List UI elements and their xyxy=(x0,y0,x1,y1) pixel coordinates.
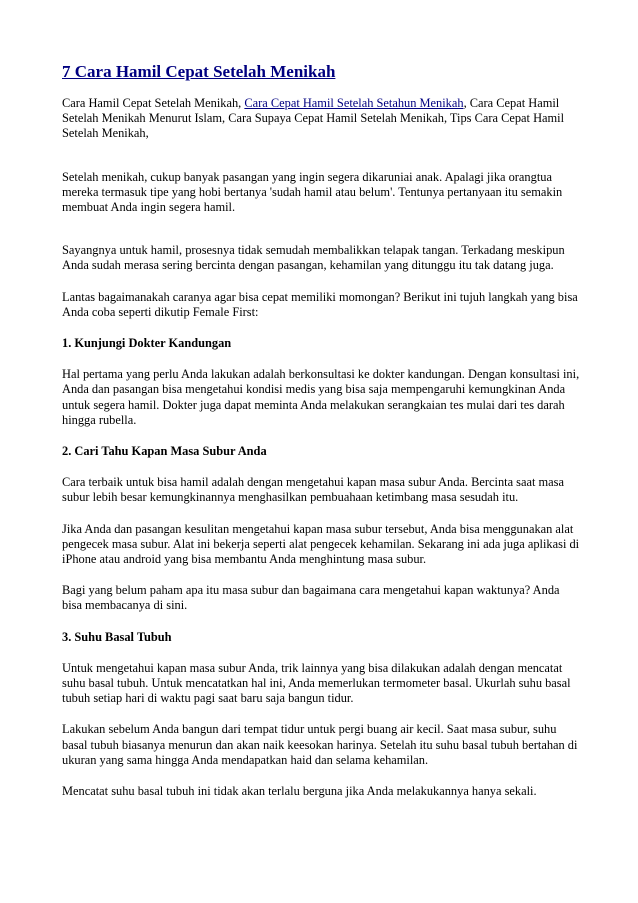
spacer xyxy=(62,614,582,630)
spacer xyxy=(62,506,582,522)
spacer xyxy=(62,320,582,336)
article-title-link[interactable]: 7 Cara Hamil Cepat Setelah Menikah xyxy=(62,62,336,81)
section-3-paragraph-3: Mencatat suhu basal tubuh ini tidak akan terlalu berguna jika Anda melakukannya hanya sekali. xyxy=(62,784,537,799)
section-3-paragraph-1: Untuk mengetahui kapan masa subur Anda, trik lainnya yang bisa dilakukan adalah dengan mencatat suhu basal tubuh. Untuk mencatatkan hal ini, Anda memerlukan termometer basal. Ukurlah suhu basal tubuh setiap hari di waktu pagi saat baru saja bangun tidur. xyxy=(62,660,571,706)
spacer xyxy=(62,142,582,170)
section-heading-1: 1. Kunjungi Dokter Kandungan xyxy=(62,336,232,351)
article-title xyxy=(62,62,582,82)
spacer xyxy=(62,274,582,290)
tags-link[interactable]: Cara Cepat Hamil Setelah Setahun Menikah xyxy=(244,96,464,110)
spacer xyxy=(62,768,582,784)
document-page xyxy=(62,62,582,799)
section-heading-3: 3. Suhu Basal Tubuh xyxy=(62,629,172,644)
section-heading-2: 2. Cari Tahu Kapan Masa Subur Anda xyxy=(62,444,267,459)
section-2-paragraph-3: Bagi yang belum paham apa itu masa subur dan bagaimana cara mengetahui kapan waktunya? Anda bisa membacanya di sini. xyxy=(62,583,560,613)
section-2-paragraph-1: Cara terbaik untuk bisa hamil adalah dengan mengetahui kapan masa subur Anda. Bercinta saat masa subur lebih besar kemungkinannya menghasilkan pembuahaan ketimbang masa sesudah itu. xyxy=(62,475,564,505)
spacer xyxy=(62,428,582,444)
spacer xyxy=(62,215,582,243)
spacer xyxy=(62,459,582,475)
intro-paragraph-1: Setelah menikah, cukup banyak pasangan yang ingin segera dikaruniai anak. Apalagi jika orangtua mereka termasuk tipe yang hobi bertanya 'sudah hamil atau belum'. Tentunya pertanyaan itu semakin membuat Anda ingin segera hamil. xyxy=(62,169,563,215)
intro-paragraph-3: Lantas bagaimanakah caranya agar bisa cepat memiliki momongan? Berikut ini tujuh langkah yang bisa Anda coba seperti dikutip Female First: xyxy=(62,289,578,319)
tags-text-after: , Cara Cepat Hamil Setelah Menikah Menurut Islam, Cara Supaya Cepat Hamil Setelah Menikah, Tips Cara Cepat Hamil Setelah Menikah, xyxy=(62,96,565,141)
section-3-paragraph-2: Lakukan sebelum Anda bangun dari tempat tidur untuk pergi buang air kecil. Saat masa subur, suhu basal tubuh biasanya menurun dan akan naik keesokan harinya. Setelah itu suhu basal tubuh bertahan di ukuran yang sama hingga Anda mendapatkan haid dan selama kehamilan. xyxy=(62,722,578,767)
intro-paragraph-2: Sayangnya untuk hamil, prosesnya tidak semudah membalikkan telapak tangan. Terkadang meskipun Anda sudah merasa sering bercinta dengan pasangan, kehamilan yang ditunggu itu tak datang juga. xyxy=(62,243,565,273)
spacer xyxy=(62,351,582,367)
spacer xyxy=(62,567,582,583)
section-2-paragraph-2: Jika Anda dan pasangan kesulitan mengetahui kapan masa subur tersebut, Anda bisa menggunakan alat pengecek masa subur. Alat ini bekerja seperti alat pengecek kehamilan. Sekarang ini ada juga aplikasi di iPhone atau android yang bisa membantu Anda menghintung masa subur. xyxy=(62,521,580,567)
tags-paragraph xyxy=(62,96,582,142)
section-1-paragraph-1: Hal pertama yang perlu Anda lakukan adalah berkonsultasi ke dokter kandungan. Dengan konsultasi ini, Anda dan pasangan bisa mengetahui kondisi medis yang bisa saja mempengaruhi kemungkinan Anda untuk segera hamil. Dokter juga dapat meminta Anda melakukan serangkaian tes mulai dari tes darah hingga rubella. xyxy=(62,367,580,427)
spacer xyxy=(62,645,582,661)
tags-text-before: Cara Hamil Cepat Setelah Menikah, xyxy=(62,96,245,110)
spacer xyxy=(62,706,582,722)
